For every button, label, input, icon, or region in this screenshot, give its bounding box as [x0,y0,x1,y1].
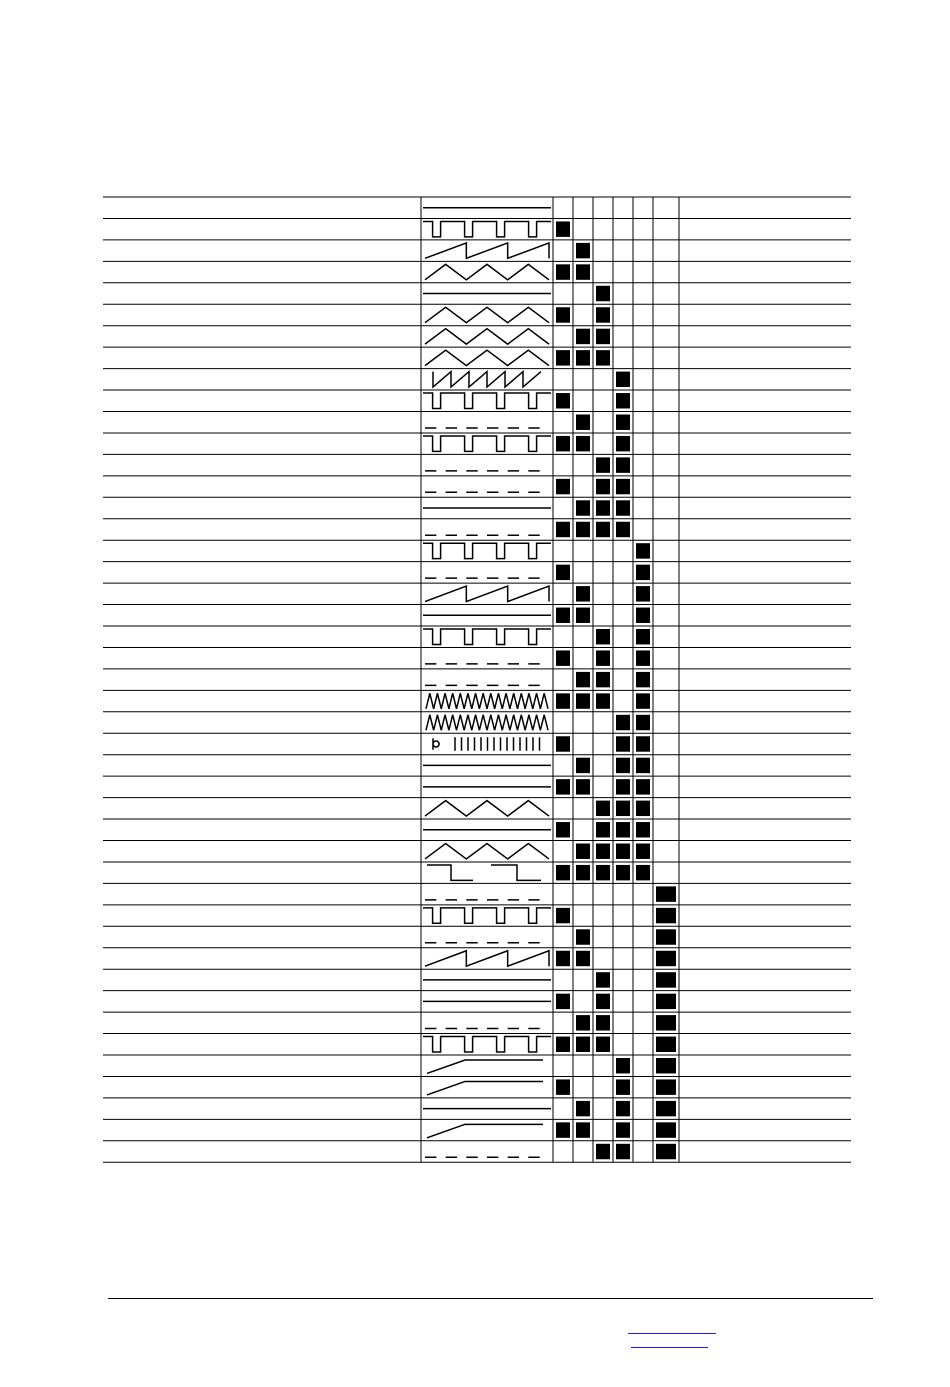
bit-marker [576,758,590,773]
bit-marker [656,1058,676,1073]
bit-marker [576,693,590,708]
bit-marker [636,650,650,665]
bit-marker [596,457,610,472]
bit-marker [596,693,610,708]
bit-marker [656,1101,676,1116]
dense-zigzag-icon [426,693,548,708]
bit-marker [556,951,570,966]
bit-marker [656,1122,676,1137]
bit-marker [556,479,570,494]
bit-marker [576,844,590,859]
bit-marker [556,994,570,1009]
bit-marker [576,608,590,623]
bit-marker [556,908,570,923]
bit-marker [596,972,610,987]
bit-marker [656,972,676,987]
bit-marker [616,415,630,430]
bit-marker [616,522,630,537]
bit-marker [636,758,650,773]
square-wave-icon [423,1037,551,1052]
bit-marker [656,1015,676,1030]
bit-marker [616,822,630,837]
bit-marker [596,307,610,322]
bit-marker [596,329,610,344]
bit-marker [556,693,570,708]
bit-marker [616,865,630,880]
bit-marker [616,372,630,387]
triangle-wave-icon [425,264,549,279]
bit-marker [616,1144,630,1159]
bit-marker [556,350,570,365]
bit-marker [556,779,570,794]
bit-marker [576,1122,590,1137]
triangle-wave-icon [425,329,549,344]
bit-marker [556,865,570,880]
bit-marker [556,608,570,623]
bit-marker [616,801,630,816]
bit-marker [616,393,630,408]
bit-marker [556,822,570,837]
bit-marker [556,1122,570,1137]
bit-marker [596,822,610,837]
square-wave-icon [423,221,551,236]
bit-marker [616,1079,630,1094]
bit-marker [576,350,590,365]
bit-marker [596,350,610,365]
bit-marker [556,650,570,665]
square-wave-icon [423,543,551,558]
bit-marker [576,329,590,344]
bit-marker [596,629,610,644]
square-wave-icon [423,436,551,451]
bit-marker [616,715,630,730]
bit-marker [636,543,650,558]
bit-marker [576,415,590,430]
bit-marker [616,779,630,794]
bit-marker [656,994,676,1009]
bit-marker [616,436,630,451]
bit-marker [596,500,610,515]
bit-marker [636,844,650,859]
bit-marker [636,608,650,623]
bit-marker [636,672,650,687]
bit-marker [656,886,676,901]
bit-marker [596,994,610,1009]
bit-marker [616,758,630,773]
bit-marker [556,221,570,236]
bit-marker [616,1058,630,1073]
bit-marker [616,844,630,859]
bit-marker [576,522,590,537]
bit-marker [596,672,610,687]
bit-marker [636,715,650,730]
bit-marker [616,736,630,751]
bit-marker [576,586,590,601]
bit-marker [616,1122,630,1137]
sawtooth-wave-icon [425,586,549,601]
bit-marker [636,822,650,837]
bit-marker [576,929,590,944]
bit-marker [596,1144,610,1159]
bit-marker [576,436,590,451]
ramp-icon [427,1124,543,1137]
ramp-icon [427,1060,543,1073]
footer-link-1[interactable] [628,1333,716,1334]
bit-marker [636,565,650,580]
noise-icon [433,737,540,750]
bit-marker [576,1037,590,1052]
triangle-wave-icon [425,844,549,859]
bit-marker [556,565,570,580]
bit-marker [556,736,570,751]
bit-marker [636,865,650,880]
bit-marker [596,801,610,816]
bit-marker [576,1101,590,1116]
bit-marker [596,479,610,494]
square-wave-icon [423,629,551,644]
sawtooth-wave-icon [425,243,549,258]
bit-marker [556,393,570,408]
bit-marker [636,629,650,644]
bit-marker [576,672,590,687]
bit-marker [656,929,676,944]
bit-marker [576,951,590,966]
bit-marker [616,457,630,472]
bit-marker [596,1015,610,1030]
bit-marker [596,286,610,301]
bit-marker [636,736,650,751]
bit-marker [576,865,590,880]
bit-marker [556,436,570,451]
bit-marker [596,844,610,859]
triangle-wave-icon [425,801,549,816]
triangle-wave-icon [425,307,549,322]
bit-marker [556,1037,570,1052]
bit-marker [576,264,590,279]
bit-marker [656,1037,676,1052]
footer-link-2[interactable] [631,1347,708,1348]
sawtooth-wave-icon [425,951,549,966]
bit-marker [616,500,630,515]
bit-marker [656,1144,676,1159]
bit-marker [636,779,650,794]
bit-marker [596,650,610,665]
bit-marker [596,522,610,537]
bit-marker [576,500,590,515]
bit-marker [656,951,676,966]
bit-marker [656,1079,676,1094]
bit-marker [596,1037,610,1052]
bit-marker [636,801,650,816]
square-wave-icon [423,393,551,408]
square-wave-icon [423,908,551,923]
bit-marker [656,908,676,923]
footer-rule [108,1298,873,1299]
bit-marker [576,779,590,794]
step-wave-icon [427,865,541,880]
bit-marker [556,264,570,279]
bit-marker [596,865,610,880]
bit-marker [556,522,570,537]
bit-marker [576,1015,590,1030]
ramp-icon [427,1081,543,1094]
fast-sawtooth-icon [433,372,541,387]
dense-zigzag-icon [426,715,548,730]
triangle-wave-icon [425,350,549,365]
bit-marker [556,1079,570,1094]
bit-marker [636,693,650,708]
bit-marker [556,307,570,322]
bit-marker [576,243,590,258]
bit-marker [616,479,630,494]
bit-marker [616,1101,630,1116]
bit-marker [636,586,650,601]
